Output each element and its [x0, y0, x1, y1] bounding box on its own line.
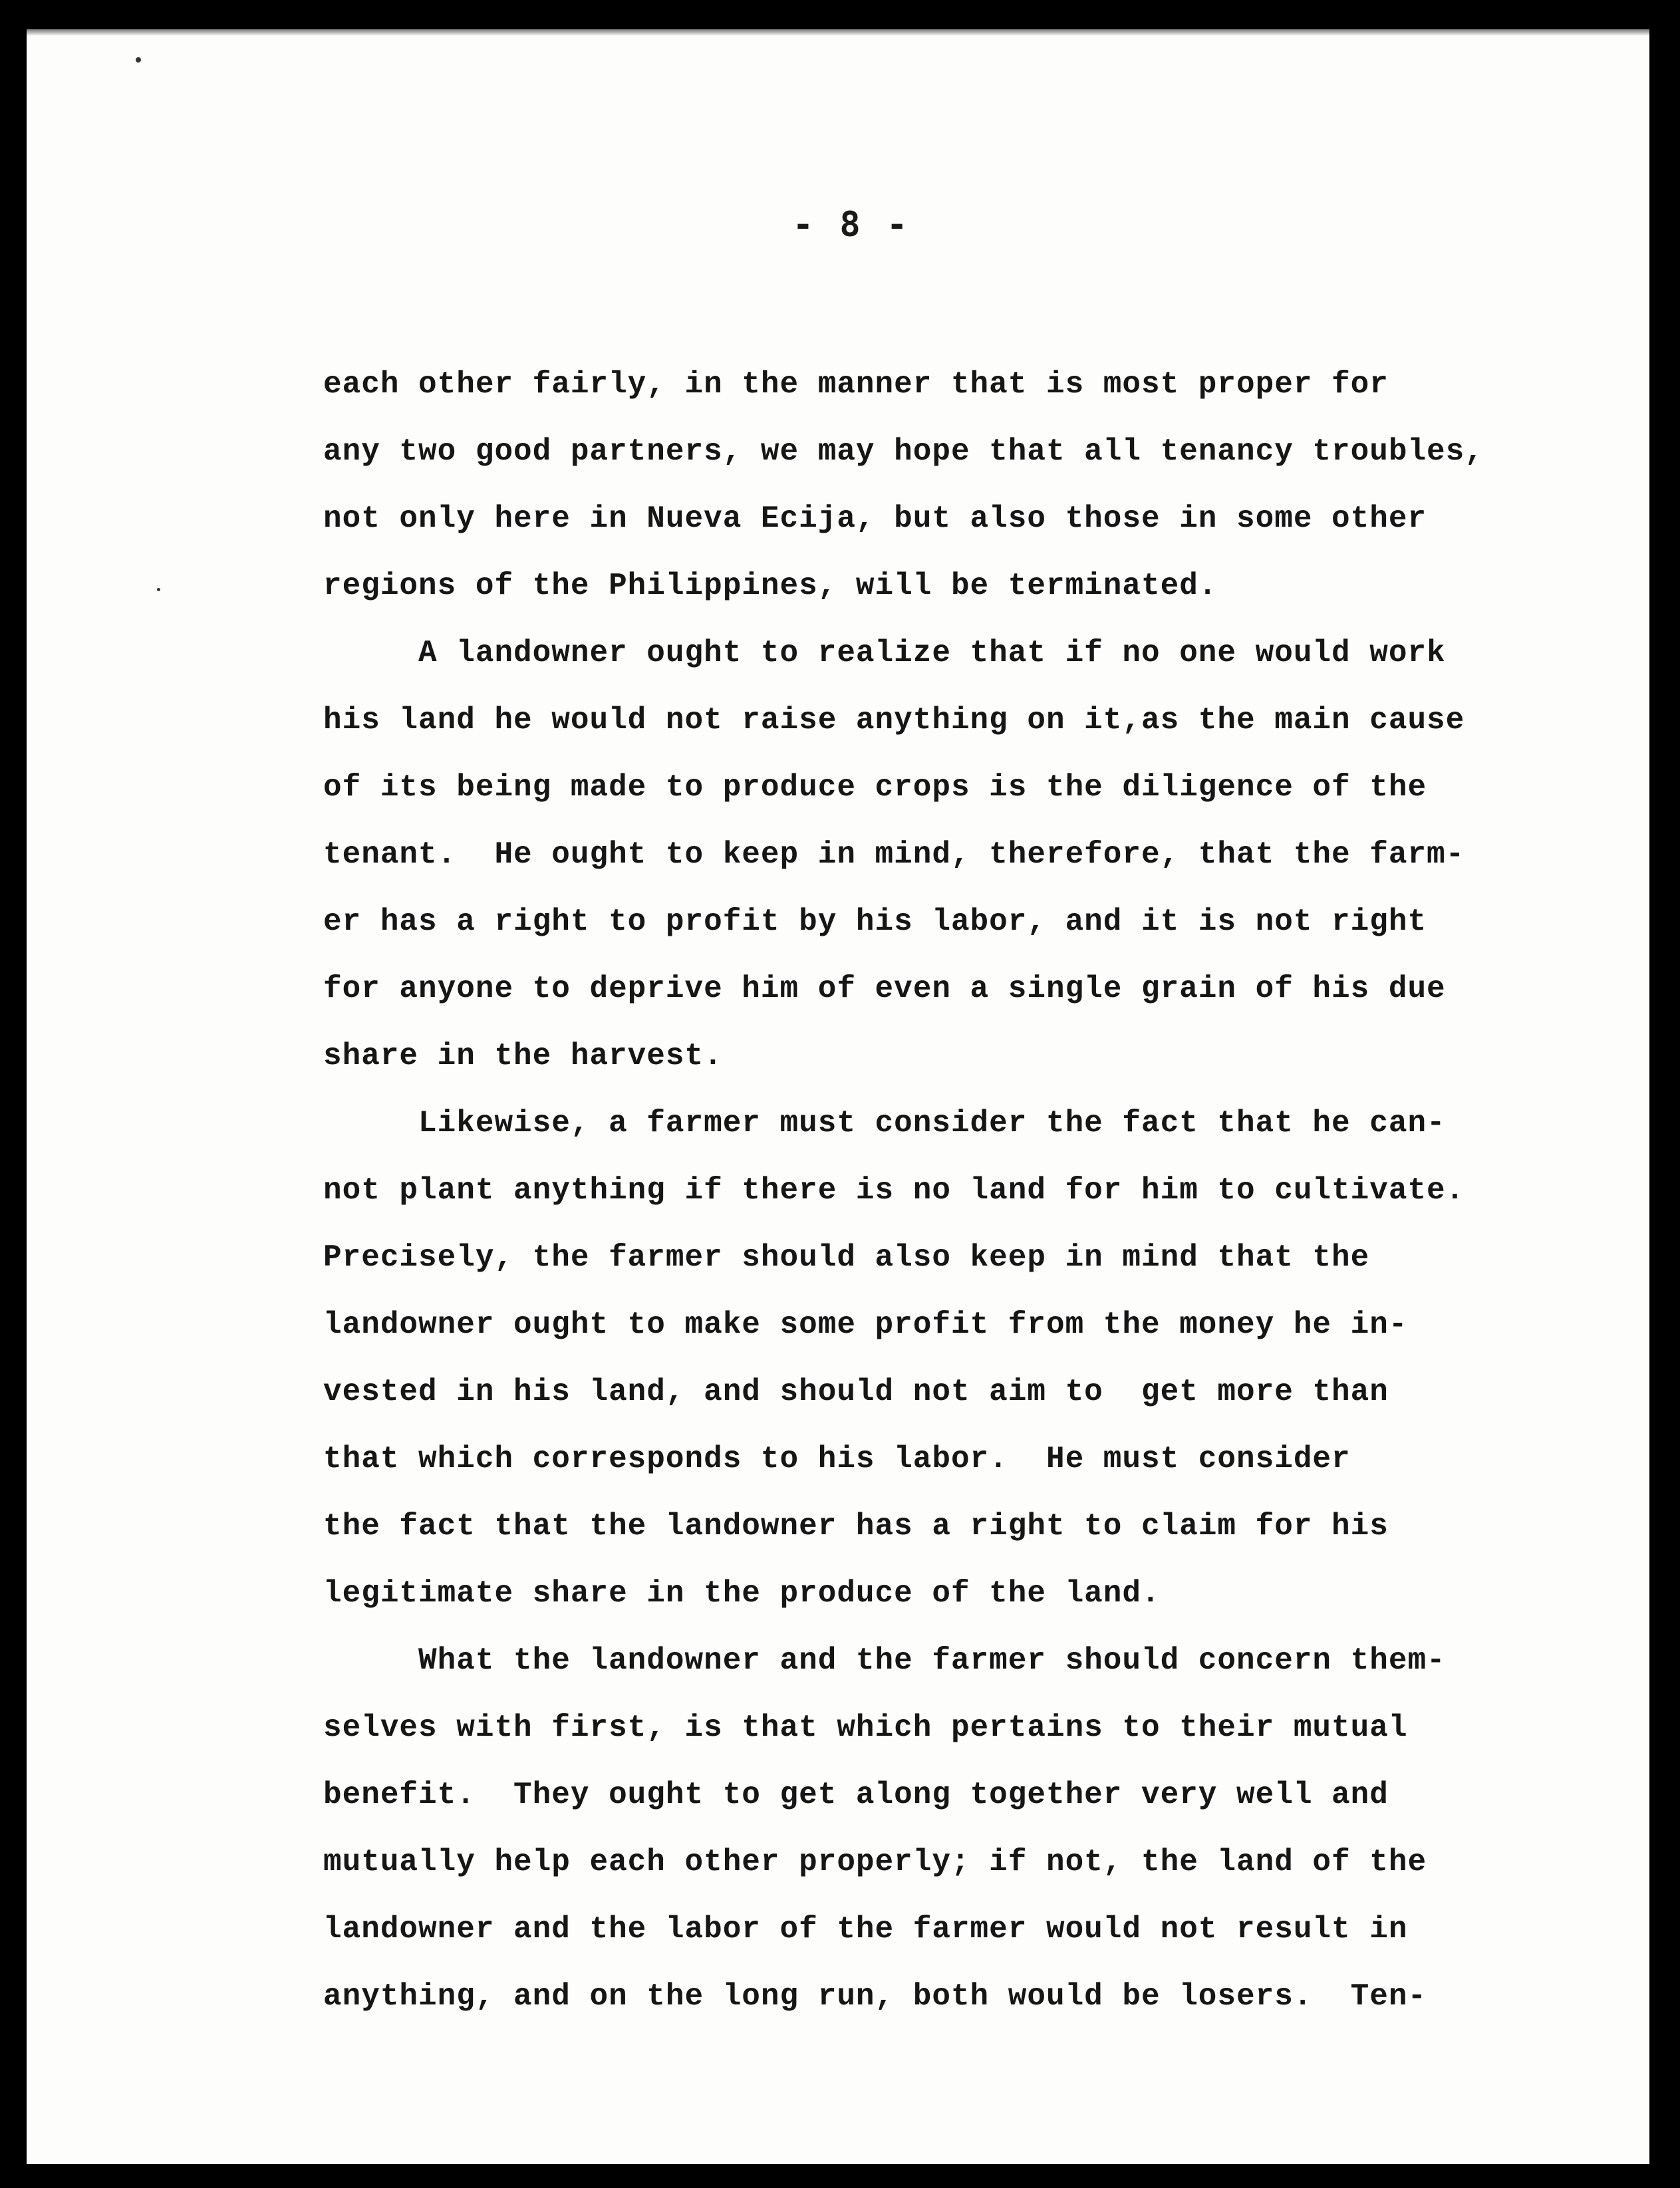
- document-page: [27, 29, 1649, 2164]
- text-line: landowner ought to make some profit from the money he in-: [323, 1307, 1408, 1342]
- text-line: each other fairly, in the manner that is most proper for: [323, 367, 1389, 402]
- text-line: share in the harvest.: [323, 1039, 723, 1073]
- text-line: landowner and the labor of the farmer would not result in: [323, 1912, 1408, 1947]
- text-line: that which corresponds to his labor. He must consider: [323, 1442, 1351, 1476]
- text-line: legitimate share in the produce of the land.: [323, 1576, 1161, 1611]
- text-line: Likewise, a farmer must consider the fact that he can-: [323, 1106, 1446, 1141]
- text-line: What the landowner and the farmer should concern them-: [323, 1643, 1446, 1678]
- body-text: [323, 351, 1600, 2030]
- text-line: tenant. He ought to keep in mind, therefore, that the farm-: [323, 837, 1465, 872]
- text-line: selves with first, is that which pertains to their mutual: [323, 1710, 1408, 1745]
- text-line: not only here in Nueva Ecija, but also those in some other: [323, 501, 1427, 536]
- text-line: his land he would not raise anything on it,as the main cause: [323, 703, 1465, 738]
- text-line: of its being made to produce crops is the diligence of the: [323, 770, 1427, 805]
- text-line: Precisely, the farmer should also keep in mind that the: [323, 1240, 1370, 1275]
- paper-speck: [136, 57, 141, 63]
- text-line: the fact that the landowner has a right to claim for his: [323, 1509, 1389, 1544]
- text-line: for anyone to deprive him of even a single grain of his due: [323, 972, 1446, 1006]
- text-line: A landowner ought to realize that if no one would work: [323, 636, 1446, 670]
- paper-speck: [157, 588, 160, 591]
- text-line: er has a right to profit by his labor, and it is not right: [323, 904, 1427, 939]
- text-line: anything, and on the long run, both would be losers. Ten-: [323, 1979, 1427, 2014]
- text-line: mutually help each other properly; if not, the land of the: [323, 1845, 1427, 1879]
- text-line: any two good partners, we may hope that all tenancy troubles,: [323, 434, 1484, 469]
- text-line: benefit. They ought to get along together very well and: [323, 1778, 1389, 1812]
- page-number: - 8 -: [792, 205, 910, 245]
- text-line: not plant anything if there is no land for him to cultivate.: [323, 1173, 1465, 1208]
- text-line: regions of the Philippines, will be terminated.: [323, 569, 1218, 603]
- text-line: vested in his land, and should not aim to get more than: [323, 1375, 1389, 1409]
